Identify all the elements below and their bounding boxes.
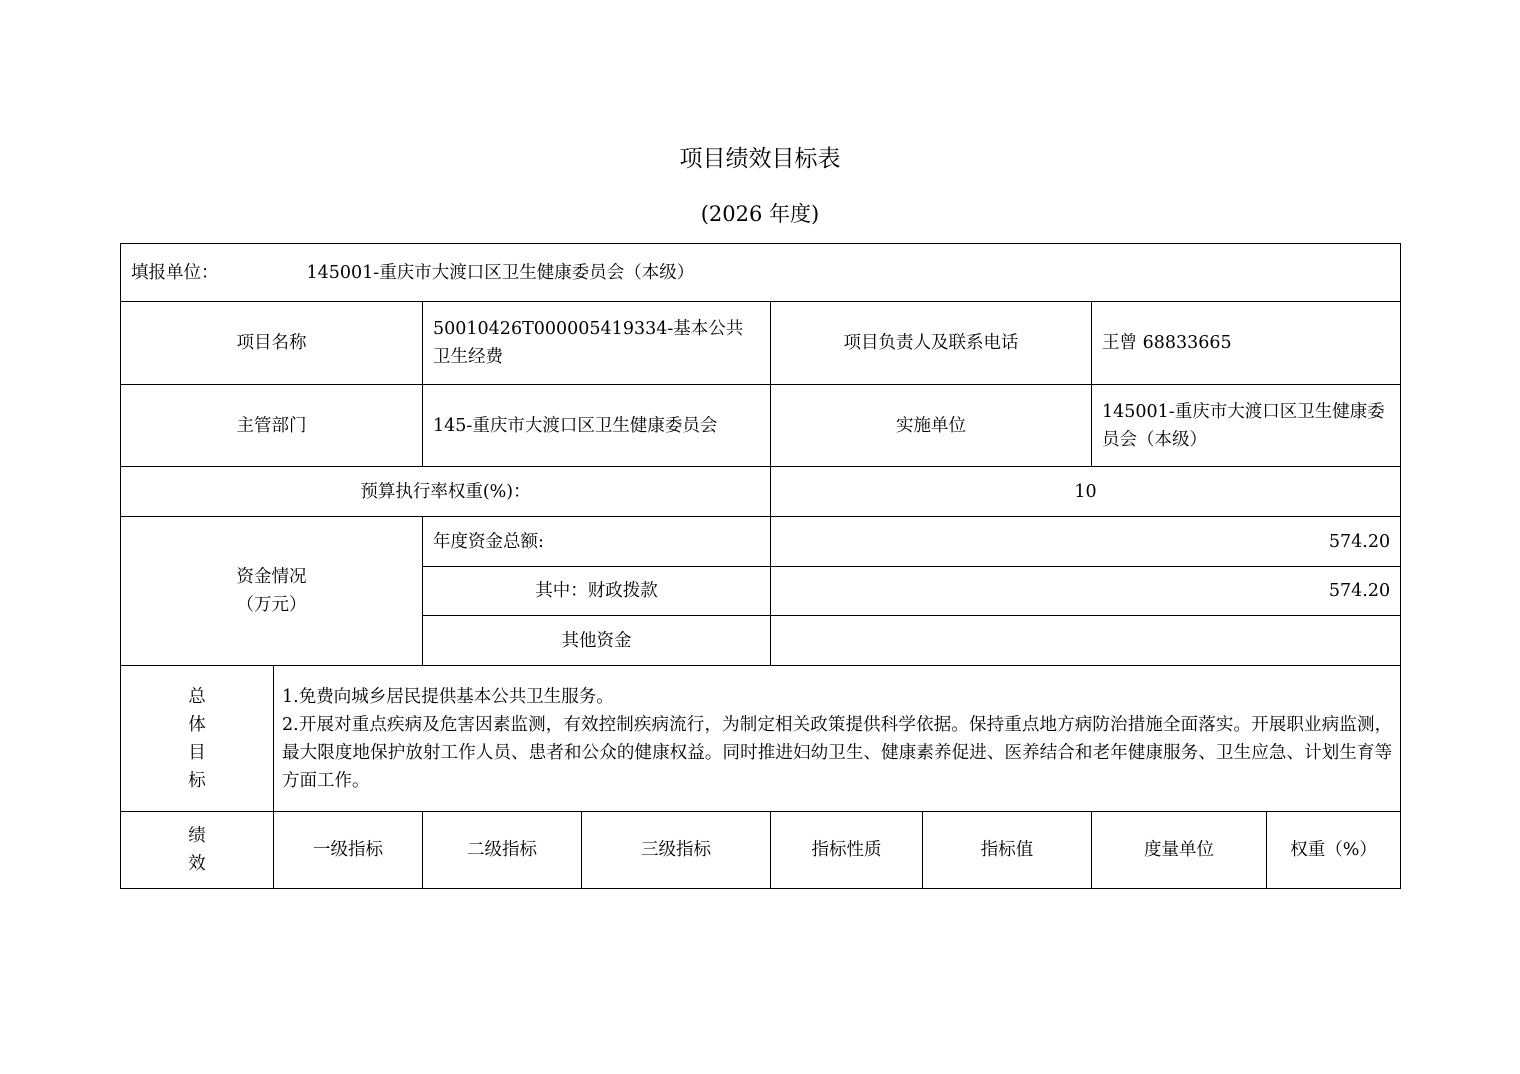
department-row xyxy=(121,385,1401,467)
column-header-weight: 权重（%） xyxy=(1267,812,1401,889)
funds-label-cell xyxy=(121,517,423,666)
overall-goal-label: 总 体 目 标 xyxy=(121,666,274,812)
funds-unit-label: （万元） xyxy=(236,595,307,615)
project-contact-value: 王曾 68833665 xyxy=(1092,302,1401,385)
goal-line-2: 2.开展对重点疾病及危害因素监测，有效控制疾病流行，为制定相关政策提供科学依据。保持重点地方病防治措施全面落实。开展职业病监测，最大限度地保护放射工作人员、患者和公众的健康权益。同时推进妇幼卫生、健康素养促进、医养结合和老年健康服务、卫生应急、计划生育等方面工作。 xyxy=(282,714,1393,791)
filing-unit-label: 填报单位： xyxy=(131,262,219,283)
funds-total-row xyxy=(121,517,1401,567)
indicator-header-row xyxy=(121,812,1401,889)
column-header-level3: 三级指标 xyxy=(582,812,771,889)
supervising-dept-label: 主管部门 xyxy=(121,385,423,467)
overall-goal-text xyxy=(274,666,1401,812)
column-header-level1: 一级指标 xyxy=(274,812,423,889)
funds-fiscal-label: 其中：财政拨款 xyxy=(423,567,771,616)
page-title: 项目绩效目标表 xyxy=(679,146,841,172)
budget-weight-row xyxy=(121,467,1401,517)
filing-unit-cell xyxy=(121,244,1401,302)
project-name-value: 50010426T000005419334-基本公共卫生经费 xyxy=(423,302,771,385)
performance-label: 绩 效 xyxy=(121,812,274,889)
column-header-level2: 二级指标 xyxy=(423,812,582,889)
funds-other-value xyxy=(771,616,1401,666)
filing-unit-row xyxy=(121,244,1401,302)
performance-target-table xyxy=(120,243,1401,889)
project-contact-label: 项目负责人及联系电话 xyxy=(771,302,1092,385)
column-header-nature: 指标性质 xyxy=(771,812,923,889)
funds-other-label: 其他资金 xyxy=(423,616,771,666)
overall-goal-row xyxy=(121,666,1401,812)
budget-weight-label: 预算执行率权重(%)： xyxy=(121,467,771,517)
project-name-label: 项目名称 xyxy=(121,302,423,385)
funds-label: 资金情况 xyxy=(236,567,307,587)
filing-unit-value: 145001-重庆市大渡口区卫生健康委员会（本级） xyxy=(306,262,695,283)
column-header-unit: 度量单位 xyxy=(1092,812,1267,889)
supervising-dept-value: 145-重庆市大渡口区卫生健康委员会 xyxy=(423,385,771,467)
project-name-row xyxy=(121,302,1401,385)
funds-total-value: 574.20 xyxy=(771,517,1401,567)
page-subtitle-year: (2026 年度) xyxy=(700,202,820,226)
implementing-unit-value: 145001-重庆市大渡口区卫生健康委员会（本级） xyxy=(1092,385,1401,467)
funds-fiscal-value: 574.20 xyxy=(771,567,1401,616)
implementing-unit-label: 实施单位 xyxy=(771,385,1092,467)
column-header-value: 指标值 xyxy=(923,812,1092,889)
goal-line-1: 1.免费向城乡居民提供基本公共卫生服务。 xyxy=(282,686,614,707)
funds-total-label: 年度资金总额: xyxy=(423,517,771,567)
budget-weight-value: 10 xyxy=(771,467,1401,517)
